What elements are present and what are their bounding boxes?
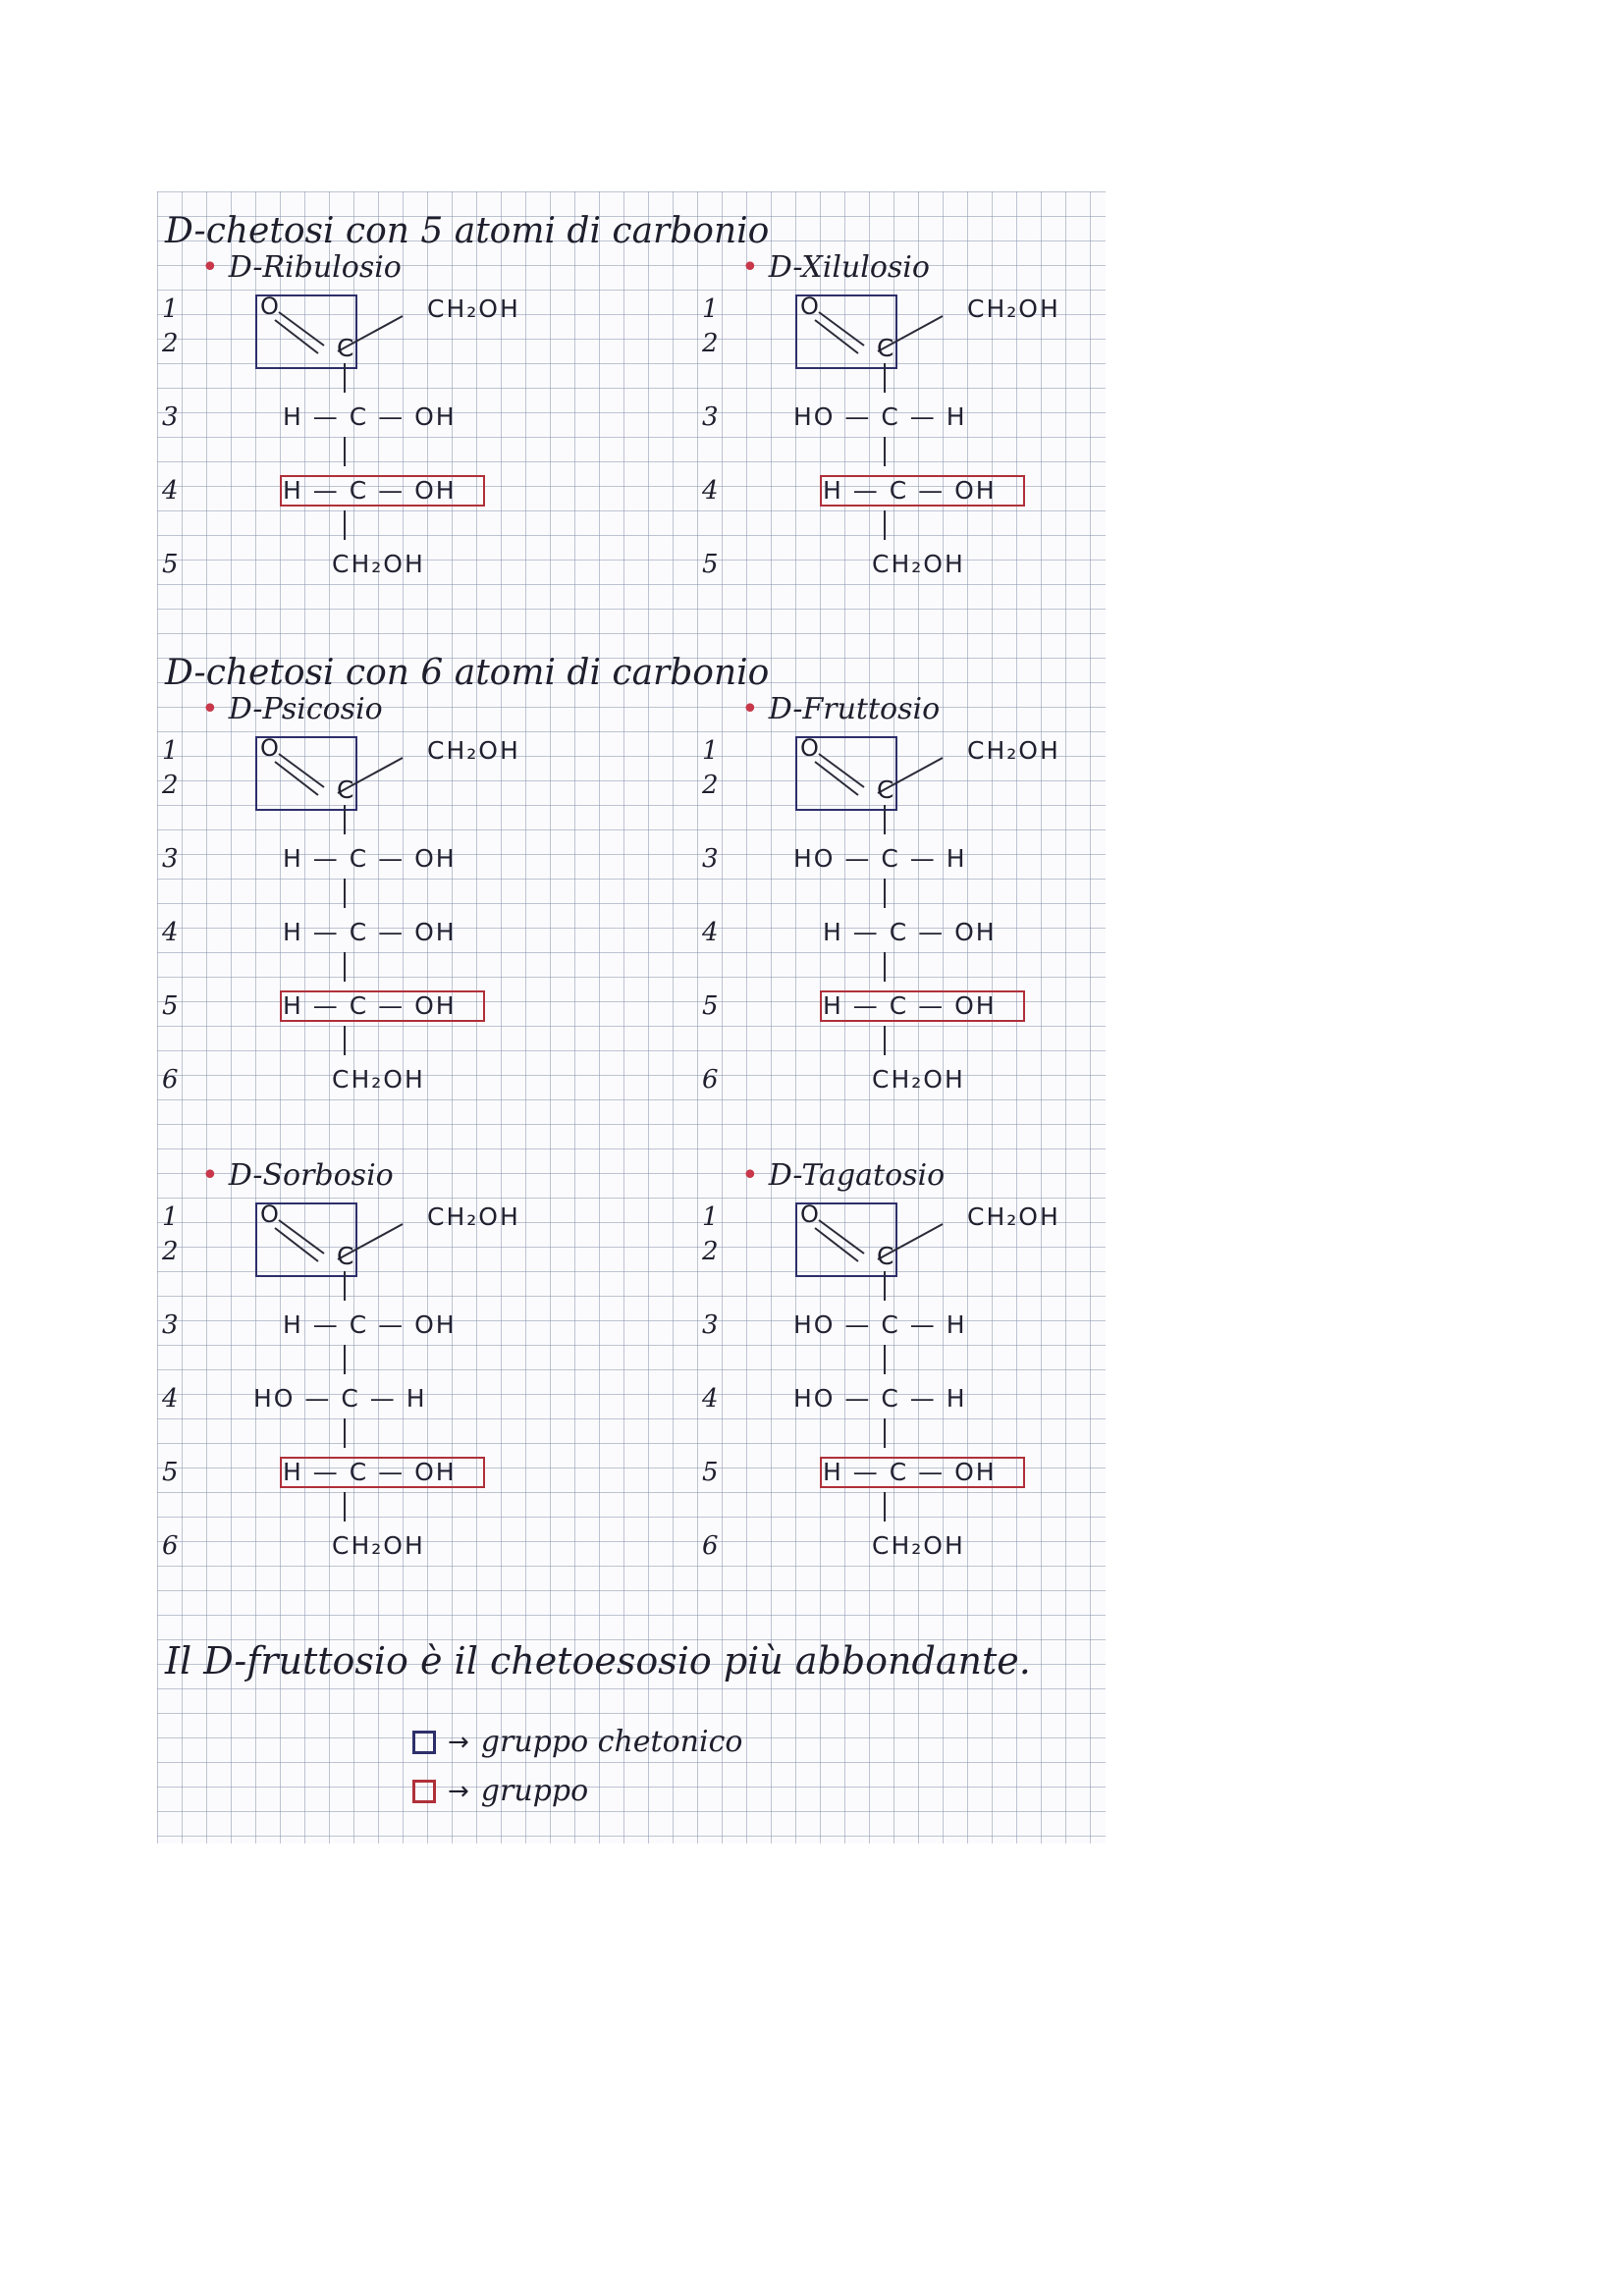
carbon-number: 4 [702, 918, 719, 947]
bullet-icon: • [201, 1158, 219, 1193]
blue-square-icon [412, 1731, 436, 1754]
backbone-bond [884, 805, 886, 834]
left-substituent: H [283, 476, 303, 505]
backbone-bond [344, 1345, 346, 1374]
carbon-bonds: — C — [302, 918, 415, 946]
right-substituent: OH [414, 991, 457, 1020]
backbone-bond [884, 1345, 886, 1374]
terminal-group: CH₂OH [332, 1531, 425, 1560]
sugar-name [201, 250, 402, 285]
carbon-row [793, 1310, 967, 1339]
left-substituent: H [283, 402, 303, 431]
backbone-bond [884, 1418, 886, 1448]
bullet-icon: • [741, 1158, 759, 1193]
sugar-name [741, 250, 930, 285]
carbon-number: 3 [162, 1310, 179, 1340]
carbon-number: 4 [162, 1384, 179, 1414]
carbon-row [793, 844, 967, 873]
left-substituent: H [283, 918, 303, 946]
carbon-bonds: — C — [302, 844, 415, 873]
carbon-row [283, 1310, 457, 1339]
legend-label: gruppo chetonico [480, 1725, 743, 1759]
backbone-bond [884, 363, 886, 393]
oxygen-label: O [260, 734, 279, 762]
carbon-row [823, 918, 997, 946]
carbon-bonds: — C — [302, 1310, 415, 1339]
bullet-icon: • [201, 692, 219, 726]
left-substituent: HO [793, 1310, 836, 1339]
bullet-icon: • [201, 250, 219, 285]
carbon-number: 4 [162, 918, 179, 947]
bullet-icon: • [741, 250, 759, 285]
section-title-5c: D-chetosi con 5 atomi di carbonio [165, 211, 770, 251]
oxygen-label: O [800, 734, 819, 762]
carbonyl-carbon-label: C [877, 1242, 894, 1270]
carbon-row [283, 918, 457, 946]
carbon-row [283, 402, 457, 431]
fructose-note: Il D-fruttosio è il chetoesosio più abbondante. [165, 1639, 1031, 1682]
left-substituent: H [283, 844, 303, 873]
terminal-group: CH₂OH [332, 550, 425, 578]
left-substituent: HO [793, 844, 836, 873]
carbon-number: 2 [162, 329, 179, 358]
fischer-projection [702, 294, 1106, 663]
backbone-bond [884, 1492, 886, 1522]
sugar-name-label: D-Xilulosio [768, 250, 930, 285]
carbon-bonds: — C — [302, 991, 415, 1020]
oxygen-label: O [800, 1201, 819, 1228]
right-substituent: OH [954, 991, 997, 1020]
carbon-bonds: — C — [835, 1384, 947, 1413]
c1-group: CH₂OH [427, 1202, 520, 1231]
left-substituent: H [823, 918, 843, 946]
backbone-bond [884, 510, 886, 540]
right-substituent: OH [414, 402, 457, 431]
legend-label: gruppo [480, 1774, 589, 1808]
arrow-icon: → [448, 1776, 469, 1806]
carbon-number: 2 [702, 1237, 719, 1266]
backbone-bond [884, 1026, 886, 1055]
sugar-name-label: D-Psicosio [228, 692, 383, 726]
carbon-number: 1 [702, 294, 719, 324]
carbon-number: 6 [162, 1531, 179, 1561]
carbon-number: 6 [702, 1531, 719, 1561]
right-substituent: OH [954, 1458, 997, 1486]
carbon-number: 2 [162, 1237, 179, 1266]
backbone-bond [884, 437, 886, 466]
carbon-number: 3 [702, 402, 719, 432]
left-substituent: H [823, 991, 843, 1020]
right-substituent: H [946, 402, 967, 431]
carbon-number: 6 [162, 1065, 179, 1095]
left-substituent: HO [793, 1384, 836, 1413]
carbon-number: 3 [702, 844, 719, 874]
backbone-bond [344, 1271, 346, 1301]
carbonyl-carbon-label: C [877, 334, 894, 362]
section-title-6c: D-chetosi con 6 atomi di carbonio [165, 653, 770, 693]
left-substituent: H [283, 1310, 303, 1339]
sugar-name [201, 1158, 394, 1193]
carbon-number: 1 [162, 1202, 179, 1232]
carbon-bonds: — C — [842, 1458, 955, 1486]
left-substituent: HO [793, 402, 836, 431]
bullet-icon: • [741, 692, 759, 726]
carbon-row [793, 402, 967, 431]
carbon-number: 2 [162, 771, 179, 800]
sugar-name [741, 692, 940, 726]
c1-group: CH₂OH [967, 736, 1060, 765]
right-substituent: OH [414, 918, 457, 946]
arrow-icon: → [448, 1727, 469, 1757]
oxygen-label: O [260, 293, 279, 320]
sugar-name [741, 1158, 945, 1193]
graph-paper-sheet [157, 191, 1106, 1843]
terminal-group: CH₂OH [872, 1531, 965, 1560]
c1-group: CH₂OH [967, 1202, 1060, 1231]
right-substituent: OH [954, 918, 997, 946]
carbon-number: 5 [162, 1458, 179, 1487]
carbon-number: 2 [702, 771, 719, 800]
right-substituent: OH [414, 1458, 457, 1486]
red-square-icon [412, 1780, 436, 1803]
right-substituent: H [406, 1384, 427, 1413]
right-substituent: H [946, 1310, 967, 1339]
carbon-bonds: — C — [302, 1458, 415, 1486]
terminal-group: CH₂OH [872, 1065, 965, 1094]
backbone-bond [344, 1026, 346, 1055]
c1-group: CH₂OH [427, 736, 520, 765]
carbonyl-carbon-label: C [337, 1242, 354, 1270]
sugar-name-label: D-Ribulosio [228, 250, 402, 285]
carbon-bonds: — C — [835, 844, 947, 873]
sugar-name [201, 692, 383, 726]
right-substituent: OH [414, 476, 457, 505]
terminal-group: CH₂OH [872, 550, 965, 578]
carbon-number: 6 [702, 1065, 719, 1095]
chiral-group-box [280, 990, 485, 1022]
carbon-number: 1 [162, 294, 179, 324]
carbon-number: 1 [702, 736, 719, 766]
backbone-bond [344, 1418, 346, 1448]
carbonyl-carbon-label: C [337, 334, 354, 362]
carbon-number: 1 [162, 736, 179, 766]
backbone-bond [884, 1271, 886, 1301]
sugar-name-label: D-Sorbosio [228, 1158, 394, 1193]
c1-group: CH₂OH [967, 294, 1060, 323]
carbon-number: 2 [702, 329, 719, 358]
carbon-bonds: — C — [835, 1310, 947, 1339]
oxygen-label: O [260, 1201, 279, 1228]
chiral-group-box [280, 475, 485, 507]
carbon-bonds: — C — [295, 1384, 406, 1413]
backbone-bond [344, 363, 346, 393]
left-substituent: H [823, 476, 843, 505]
carbon-bonds: — C — [302, 476, 415, 505]
backbone-bond [344, 805, 346, 834]
fischer-projection [702, 736, 1106, 1178]
right-substituent: OH [414, 844, 457, 873]
chiral-group-box [820, 1457, 1025, 1488]
fischer-projection [162, 736, 574, 1178]
right-substituent: OH [954, 476, 997, 505]
right-substituent: OH [414, 1310, 457, 1339]
carbon-number: 4 [702, 1384, 719, 1414]
backbone-bond [884, 952, 886, 982]
carbon-bonds: — C — [835, 402, 947, 431]
backbone-bond [884, 879, 886, 908]
carbonyl-carbon-label: C [877, 775, 894, 804]
carbon-bonds: — C — [842, 991, 955, 1020]
carbon-bonds: — C — [842, 476, 955, 505]
carbon-number: 5 [702, 550, 719, 579]
left-substituent: H [823, 1458, 843, 1486]
carbon-number: 3 [162, 844, 179, 874]
carbon-row [793, 1384, 967, 1413]
carbon-number: 5 [702, 991, 719, 1021]
fischer-projection [702, 1202, 1106, 1644]
fischer-projection [162, 1202, 574, 1644]
sugar-name-label: D-Fruttosio [768, 692, 941, 726]
carbonyl-carbon-label: C [337, 775, 354, 804]
backbone-bond [344, 952, 346, 982]
carbon-row [283, 844, 457, 873]
right-substituent: H [946, 844, 967, 873]
terminal-group: CH₂OH [332, 1065, 425, 1094]
carbon-row [253, 1384, 427, 1413]
sugar-name-label: D-Tagatosio [768, 1158, 946, 1193]
legend-group [412, 1774, 588, 1808]
chiral-group-box [820, 990, 1025, 1022]
carbon-number: 3 [162, 402, 179, 432]
c1-group: CH₂OH [427, 294, 520, 323]
carbon-number: 5 [162, 550, 179, 579]
fischer-projection [162, 294, 574, 663]
chiral-group-box [820, 475, 1025, 507]
carbon-number: 4 [162, 476, 179, 506]
left-substituent: H [283, 1458, 303, 1486]
legend-ketone [412, 1725, 742, 1759]
backbone-bond [344, 510, 346, 540]
oxygen-label: O [800, 293, 819, 320]
carbon-number: 5 [162, 991, 179, 1021]
carbon-number: 5 [702, 1458, 719, 1487]
carbon-number: 3 [702, 1310, 719, 1340]
left-substituent: H [283, 991, 303, 1020]
carbon-bonds: — C — [302, 402, 415, 431]
backbone-bond [344, 879, 346, 908]
carbon-number: 1 [702, 1202, 719, 1232]
left-substituent: HO [253, 1384, 296, 1413]
backbone-bond [344, 1492, 346, 1522]
carbon-number: 4 [702, 476, 719, 506]
carbon-bonds: — C — [842, 918, 955, 946]
right-substituent: H [946, 1384, 967, 1413]
chiral-group-box [280, 1457, 485, 1488]
backbone-bond [344, 437, 346, 466]
